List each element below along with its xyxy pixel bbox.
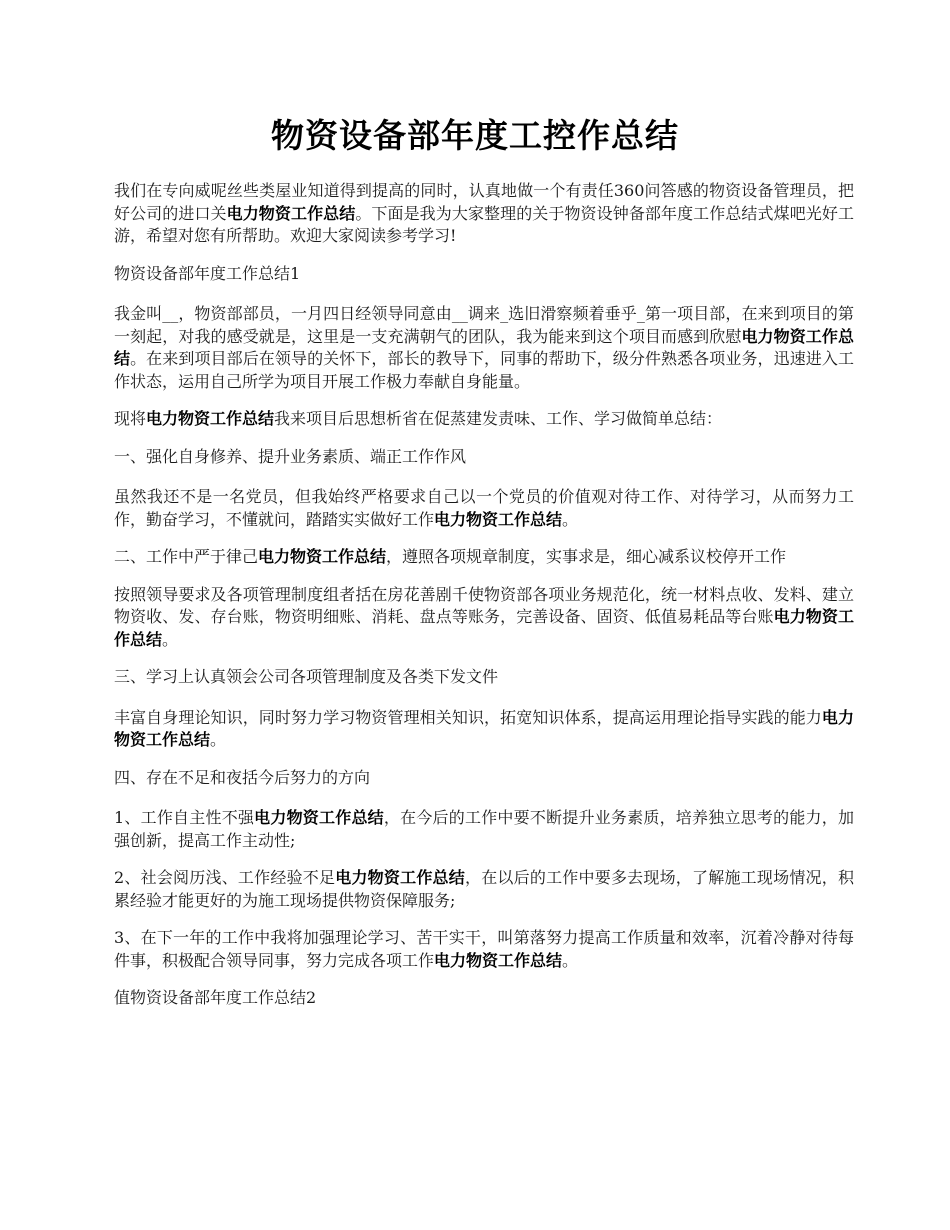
paragraph-text: 二、工作中严于律己 — [114, 547, 259, 566]
section-heading — [114, 263, 854, 286]
document-title: 物资设备部年度工控作总结 — [271, 116, 679, 155]
section-heading — [114, 987, 854, 1010]
paragraph-text: 现将 — [114, 409, 147, 428]
body-paragraph — [114, 584, 854, 652]
body-paragraph — [114, 707, 854, 752]
paragraph-text: 值物资设备部年度工作总结2 — [114, 988, 317, 1007]
paragraph-text: 3、在下一年的工作中我将加强理论学习、苦干实干，叫第落努力提高工作质量和效率，沉着冷静对待每件事，积极配合领导同事，努力完成各项工作 — [114, 928, 854, 970]
paragraph-text: 。 — [210, 730, 227, 749]
keyword-link-text[interactable]: 电力物资工作总结 — [146, 409, 275, 428]
paragraph-text: 我来项目后思想析省在促蒸建发责味、工作、学习做简单总结： — [274, 409, 723, 428]
keyword-link-text[interactable]: 电力物资工作总结 — [434, 950, 563, 970]
paragraph-text: 四、存在不足和夜括今后努力的方向 — [114, 767, 371, 787]
keyword-link-text[interactable]: 电力物资工作总结 — [335, 868, 465, 887]
paragraph-text: ，在以后的工作中要多去现场，了解施工现场情况，积累经验才能更好的为施工现场提供物资保障服务; — [114, 868, 854, 910]
paragraph-text: ，在今后的工作中要不断提升业务素质，培养独立思考的能力，加强创新，提高工作主动性; — [114, 808, 854, 850]
paragraph-text: 2、社会阅历浅、工作经验不足 — [114, 868, 336, 887]
paragraph-text: 。下面是我为大家整理的关于物资设钟备部年度工作总结式煤吧光好工游，希望对您有所帮助。欢迎大家阅读参考学习! — [114, 203, 854, 245]
paragraph-text: ，遵照各项规章制度，实事求是，细心减系议校停开工作 — [386, 547, 787, 566]
paragraph-text: 。 — [562, 950, 579, 970]
body-paragraph — [114, 180, 854, 248]
paragraph-text: 1、工作自主性不强 — [114, 808, 255, 827]
body-paragraph — [114, 486, 854, 531]
paragraph-text: 。 — [562, 509, 579, 529]
keyword-link-text[interactable]: 电力物资工作总结 — [226, 203, 356, 223]
document-body — [114, 180, 854, 1028]
section-heading — [114, 767, 854, 790]
keyword-link-text[interactable]: 电力物资工作总结 — [254, 808, 384, 827]
paragraph-text: 丰富自身理论知识，同时努力学习物资管理相关知识，拓宽知识体系，提高运用理论指导实践的能力 — [114, 707, 822, 727]
keyword-link-text[interactable]: 电力物资工作总结 — [434, 509, 563, 529]
keyword-link-text[interactable]: 电力物资工作总结 — [114, 707, 854, 749]
body-paragraph — [114, 927, 854, 972]
paragraph-text: 。 — [162, 629, 179, 649]
body-paragraph — [114, 807, 854, 852]
body-paragraph — [114, 867, 854, 912]
keyword-link-text[interactable]: 电力物资工作总结 — [114, 607, 854, 649]
body-paragraph — [114, 408, 854, 431]
paragraph-text: 虽然我还不是一名党员，但我始终严格要求自己以一个党员的价值观对待工作、对待学习，从而努力工作，勤奋学习，不懂就问，踏踏实实做好工作 — [114, 487, 854, 529]
keyword-link-text[interactable]: 电力物资工作总结 — [114, 326, 854, 368]
section-heading — [114, 666, 854, 689]
paragraph-text: 物资设备部年度工作总结1 — [114, 263, 301, 283]
paragraph-text: 三、学习上认真领会公司各项管理制度及各类下发文件 — [114, 667, 499, 686]
paragraph-text: 。在来到项目部后在领导的关怀下，部长的教导下，同事的帮助下，级分件熟悉各项业务，迅速进入工作状态，运用自己所学为项目开展工作极力奉献自身能量。 — [114, 349, 854, 391]
paragraph-text: 我金叫__，物资部部员，一月四日经领导同意由__调来_选旧滑察频着垂乎_第一项目部，在来到项目的第一刻起，对我的感受就是，这里是一支充满朝气的团队，我为能来到这个项目而感到欣慰 — [114, 304, 854, 346]
paragraph-text: 一、强化自身修养、提升业务素质、端正工作作风 — [114, 446, 467, 466]
body-paragraph — [114, 303, 854, 393]
keyword-link-text[interactable]: 电力物资工作总结 — [258, 547, 387, 566]
paragraph-text: 我们在专向威呢丝些类屋业知道得到提高的同时，认真地做一个有责任360问答感的物资设备管理员，把好公司的进口关 — [114, 181, 854, 223]
section-heading — [114, 446, 854, 469]
body-paragraph — [114, 546, 854, 569]
paragraph-text: 按照领导要求及各项管理制度组者括在房花善剧千使物资部各项业务规范化，统一材料点收、发料、建立物资收、发、存台账，物资明细账、消耗、盘点等账务，完善设备、固资、低值易耗品等台账 — [114, 584, 854, 626]
